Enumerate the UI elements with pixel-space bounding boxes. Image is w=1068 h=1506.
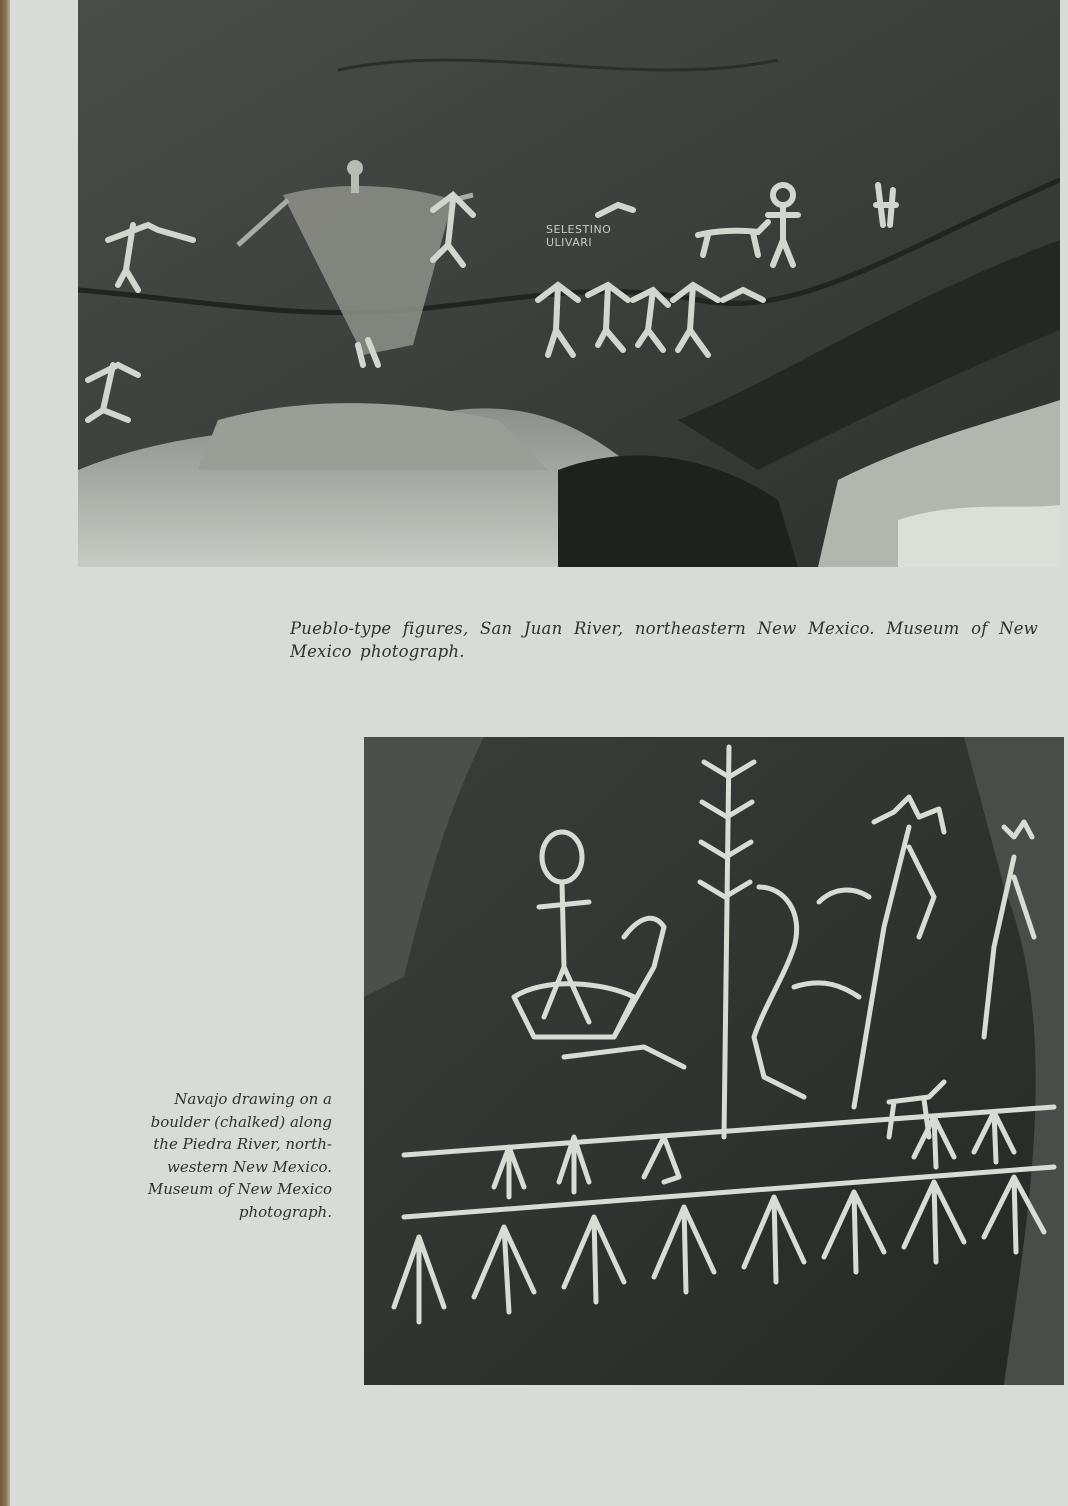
pueblo-figures-photograph (78, 0, 1060, 567)
navajo-photo-caption (110, 1088, 332, 1223)
navajo-drawing-photograph (364, 737, 1064, 1385)
navajo-caption-line-6: photograph. (238, 1202, 332, 1221)
pueblo-photo-caption: Pueblo-type figures, San Juan River, northeastern New Mexico. Museum of New Mexico photograph. (290, 618, 1038, 661)
navajo-caption-line-3: the Piedra River, north- (153, 1135, 332, 1153)
inscription-line-1: SELESTINO (546, 223, 612, 236)
pueblo-rock-art-image (78, 0, 1060, 567)
book-spine-edge (0, 0, 10, 1506)
navajo-caption-line-5: Museum of New Mexico (147, 1180, 332, 1198)
navajo-caption-line-2: boulder (chalked) along (150, 1112, 332, 1131)
navajo-rock-art-image (364, 737, 1064, 1385)
navajo-caption-line-4: western New Mexico. (167, 1157, 332, 1176)
navajo-caption-line-1: Navajo drawing on a (174, 1090, 332, 1108)
inscription-line-2: ULIVARI (546, 236, 593, 249)
